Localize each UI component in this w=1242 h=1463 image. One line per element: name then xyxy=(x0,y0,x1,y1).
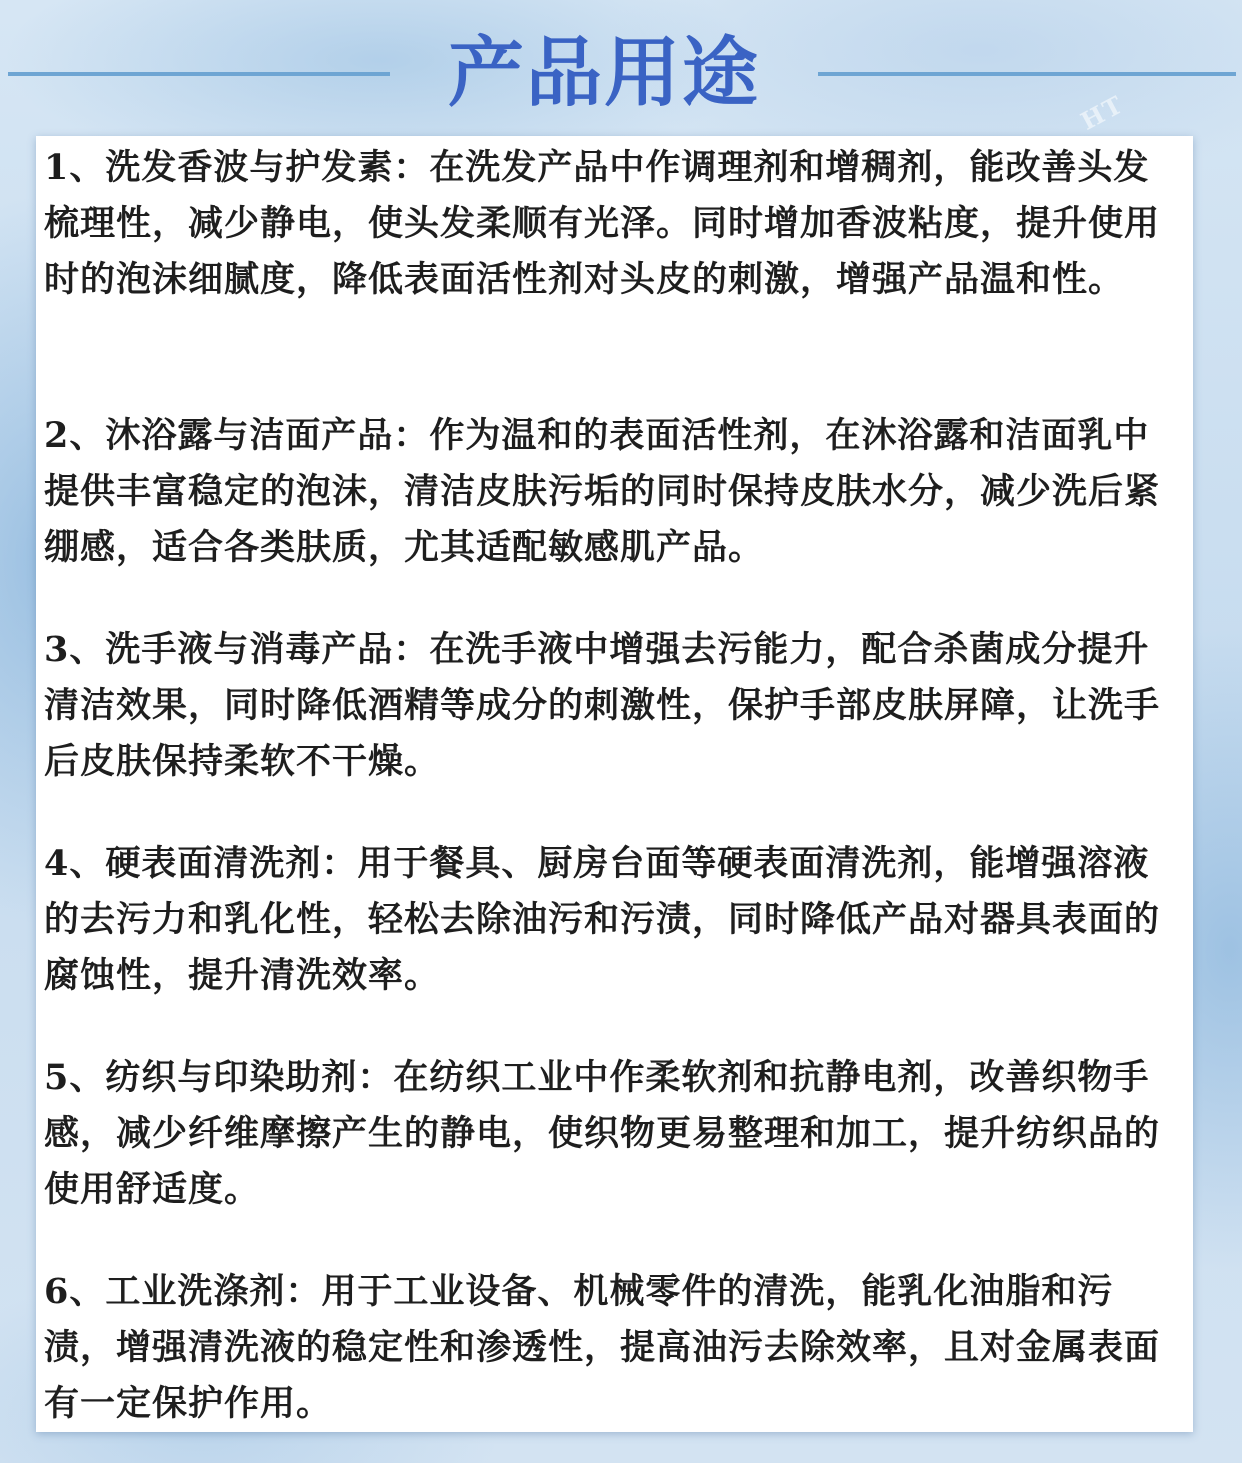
usage-item-textile-auxiliary: 5、纺织与印染助剂：在纺织工业中作柔软剂和抗静电剂，改善织物手感，减少纤维摩擦产生的静电，使织物更易整理和加工，提升纺织品的使用舒适度。 xyxy=(44,1057,1161,1210)
usage-item-hard-surface-cleaner: 4、硬表面清洗剂：用于餐具、厨房台面等硬表面清洗剂，能增强溶液的去污力和乳化性，轻松去除油污和污渍，同时降低产品对器具表面的腐蚀性，提升清洗效率。 xyxy=(44,843,1161,996)
header-divider-left xyxy=(8,72,390,76)
usage-item-body-wash: 2、沐浴露与洁面产品：作为温和的表面活性剂，在沐浴露和洁面乳中提供丰富稳定的泡沫，清洁皮肤污垢的同时保持皮肤水分，减少洗后紧绷感，适合各类肤质，尤其适配敏感肌产品。 xyxy=(44,415,1161,568)
usage-list-panel xyxy=(36,136,1193,1432)
usage-item-hand-wash: 3、洗手液与消毒产品：在洗手液中增强去污能力，配合杀菌成分提升清洁效果，同时降低酒精等成分的刺激性，保护手部皮肤屏障，让洗手后皮肤保持柔软不干燥。 xyxy=(44,629,1161,782)
usage-item-shampoo: 1、洗发香波与护发素：在洗发产品中作调理剂和增稠剂，能改善头发梳理性，减少静电，使头发柔顺有光泽。同时增加香波粘度，提升使用时的泡沫细腻度，降低表面活性剂对头皮的刺激，增强产品温和性。 xyxy=(44,147,1161,300)
usage-item-industrial-detergent: 6、工业洗涤剂：用于工业设备、机械零件的清洗，能乳化油脂和污渍，增强清洗液的稳定性和渗透性，提高油污去除效率，且对金属表面有一定保护作用。 xyxy=(44,1271,1161,1424)
header-divider-right xyxy=(818,72,1236,76)
watermark: HT xyxy=(1075,89,1129,136)
header xyxy=(0,0,1242,130)
page-title: 产品用途 xyxy=(448,28,760,117)
